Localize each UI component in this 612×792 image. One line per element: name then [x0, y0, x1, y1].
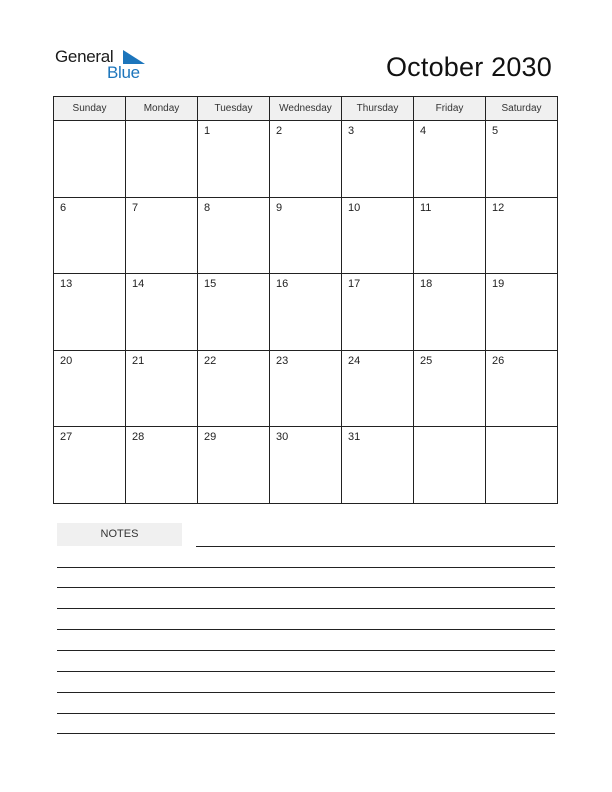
day-cell: 1	[198, 121, 270, 198]
weekday-header-row	[54, 97, 558, 121]
day-cell: 30	[270, 427, 342, 504]
day-cell: 9	[270, 197, 342, 274]
note-line	[57, 733, 555, 734]
day-cell: 24	[342, 350, 414, 427]
weekday-header: Monday	[126, 97, 198, 121]
day-cell: 2	[270, 121, 342, 198]
week-row	[54, 274, 558, 351]
logo-word-general: General	[55, 47, 114, 66]
day-cell: 26	[486, 350, 558, 427]
day-cell: 10	[342, 197, 414, 274]
note-line	[57, 608, 555, 609]
weekday-header: Thursday	[342, 97, 414, 121]
day-cell: 8	[198, 197, 270, 274]
day-cell: 3	[342, 121, 414, 198]
day-cell	[414, 427, 486, 504]
week-row	[54, 427, 558, 504]
day-cell: 20	[54, 350, 126, 427]
day-cell: 13	[54, 274, 126, 351]
note-line	[57, 587, 555, 588]
logo-word-blue: Blue	[107, 63, 140, 82]
day-cell	[126, 121, 198, 198]
note-line	[57, 650, 555, 651]
day-cell: 7	[126, 197, 198, 274]
day-cell: 4	[414, 121, 486, 198]
weekday-header: Friday	[414, 97, 486, 121]
weekday-header: Tuesday	[198, 97, 270, 121]
day-cell: 14	[126, 274, 198, 351]
note-line	[57, 713, 555, 714]
day-cell: 11	[414, 197, 486, 274]
week-row	[54, 197, 558, 274]
weekday-header: Sunday	[54, 97, 126, 121]
day-cell: 28	[126, 427, 198, 504]
logo-triangle-icon	[123, 50, 145, 64]
day-cell: 27	[54, 427, 126, 504]
notes-label: NOTES	[57, 523, 182, 546]
note-line	[57, 692, 555, 693]
day-cell: 6	[54, 197, 126, 274]
day-cell: 12	[486, 197, 558, 274]
day-cell: 29	[198, 427, 270, 504]
day-cell: 21	[126, 350, 198, 427]
note-line	[196, 546, 555, 547]
day-cell: 22	[198, 350, 270, 427]
calendar-grid	[53, 96, 558, 504]
day-cell: 19	[486, 274, 558, 351]
day-cell: 15	[198, 274, 270, 351]
day-cell: 5	[486, 121, 558, 198]
day-cell	[486, 427, 558, 504]
weekday-header: Wednesday	[270, 97, 342, 121]
note-line	[57, 671, 555, 672]
week-row	[54, 121, 558, 198]
logo	[55, 47, 150, 83]
day-cell: 25	[414, 350, 486, 427]
page-title: October 2030	[385, 52, 552, 82]
day-cell: 17	[342, 274, 414, 351]
note-line	[57, 629, 555, 630]
week-row	[54, 350, 558, 427]
day-cell: 18	[414, 274, 486, 351]
day-cell: 31	[342, 427, 414, 504]
day-cell	[54, 121, 126, 198]
day-cell: 16	[270, 274, 342, 351]
day-cell: 23	[270, 350, 342, 427]
note-line	[57, 567, 555, 568]
weekday-header: Saturday	[486, 97, 558, 121]
